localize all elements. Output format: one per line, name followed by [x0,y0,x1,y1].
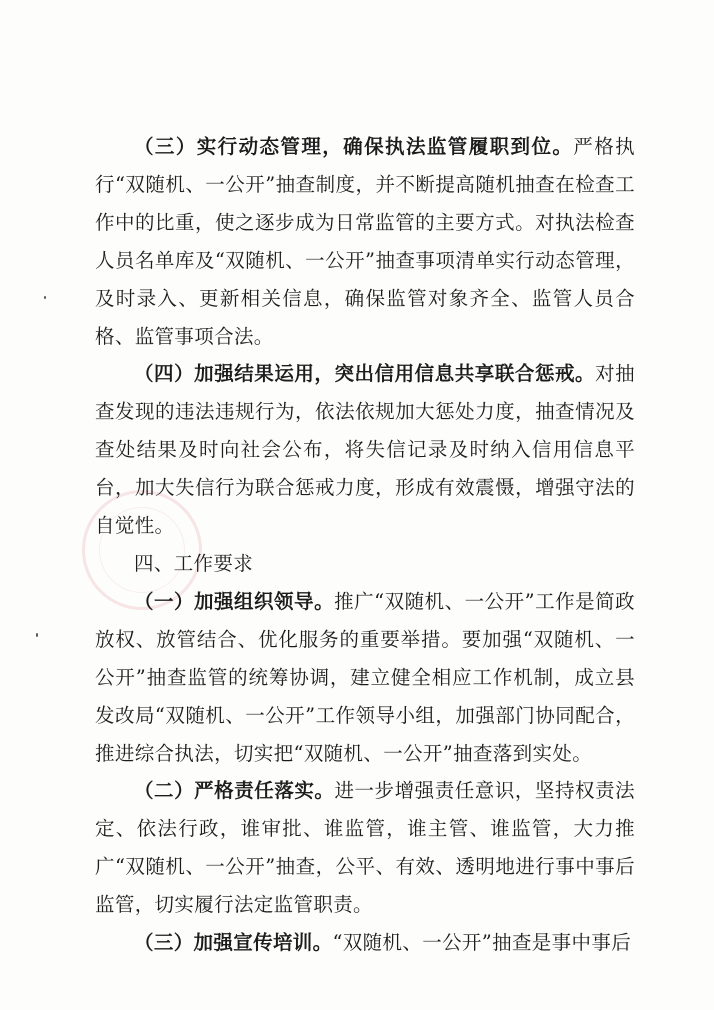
paragraph-3-publicity-training [95,924,635,962]
paragraph-4-result-application [95,355,635,545]
paragraph-text: 对抽查发现的违法违规行为，依法依规加大惩处力度，抽查情况及查处结果及时向社会公布，将失信记录及时纳入信用信息平台，加大失信行为联合惩戒力度，形成有效震慑，增强守法的自觉性。 [95,362,635,538]
paragraph-text: 推广“双随机、一公开”工作是简政放权、放管结合、优化服务的重要举措。要加强“双随机、一公开”抽查监管的统筹协调，建立健全相应工作机制，成立县发改局“双随机、一公开”工作领导小组，加强部门协同配合，推进综合执法，切实把“双随机、一公开”抽查落到实处。 [95,589,635,765]
paragraph-heading: （三）实行动态管理，确保执法监管履职到位。 [134,135,574,158]
paragraph-heading: （三）加强宣传培训。 [134,931,333,955]
paragraph-3-dynamic-management [95,128,635,355]
paragraph-2-responsibility [95,772,635,924]
scan-speck [44,296,46,299]
section-heading-work-requirements: 四、工作要求 [134,551,254,575]
paragraph-text: 进一步增强责任意识，坚持权责法定、依法行政，谁审批、谁监管，谁主管、谁监管，大力推广“双随机、一公开”抽查，公平、有效、透明地进行事中事后监管，切实履行法定监管职责。 [95,779,635,917]
paragraph-heading: （四）加强结果运用，突出信用信息共享联合惩戒。 [134,362,596,386]
document-body [95,128,635,962]
paragraph-1-organization-leadership [95,583,635,773]
paragraph-heading: （二）严格责任落实。 [134,779,335,803]
paragraph-text: 严格执行“双随机、一公开”抽查制度，并不断提高随机抽查在检查工作中的比重，使之逐步成为日常监管的主要方式。对执法检查人员名单库及“双随机、一公开”抽查事项清单实行动态管理，及时录入、更新相关信息，确保监管对象齐全、监管人员合格、监管事项合法。 [95,135,635,348]
paragraph-heading: （一）加强组织领导。 [134,589,335,613]
scan-speck [36,633,38,637]
paragraph-text: “双随机、一公开”抽查是事中事后 [332,931,632,955]
